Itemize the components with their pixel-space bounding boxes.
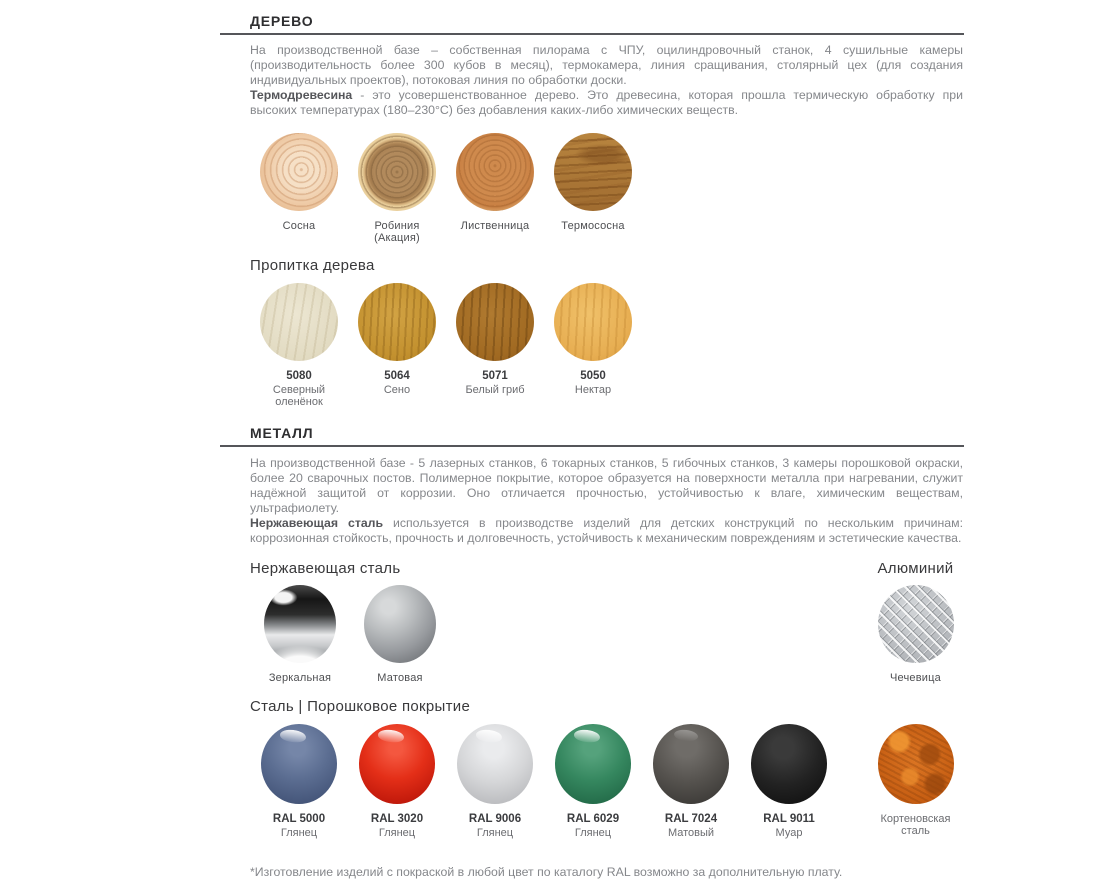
wood-species-row [250,133,963,244]
ral-3020-code: RAL 3020 [370,813,424,825]
stainless-group [250,560,450,684]
impregnation-title: Пропитка дерева [250,257,375,274]
ral-6029-code: RAL 6029 [566,813,620,825]
mirror-steel-label: Зеркальная [268,672,332,684]
metal-paragraph-2 [250,516,963,546]
metal-paragraph-1: На производственной базе - 5 лазерных станков, 6 токарных станков, 5 гибочных станков, 3 камеры порошковой окраски, более 20 сварочных постов. Полимерное покрытие, которое образуется на поверхности металла при нагревании, служит надёжной защитой от коррозии. Оно отличается прочностью, устойчивостью к влаге, химическим веществам, ультрафиолету. [250,456,963,515]
matte-steel-swatch [364,585,436,663]
ral-9011-code: RAL 9011 [763,813,815,825]
stainless-aluminum-row [250,560,963,684]
pine-label: Сосна [282,220,316,232]
aluminum-group [868,560,963,684]
wood-paragraph-2 [250,88,963,118]
ral-5000-code: RAL 5000 [272,813,326,825]
powder-item [642,724,740,839]
thermowood-definition: - это усовершенствованное дерево. Это древесина, которая прошла термическую обработку при высоких температурах (180–230°С) без добавления каких-либо химических веществ. [250,88,963,117]
wood-paragraph-1: На производственной базе – собственная пилорама с ЧПУ, оцилиндровочный станок, 4 сушильные камеры (производительность более 300 кубов в месяц), термокамера, линия сращивания, столярный цех (для создания индивидуальных проектов), потоковая линия по обработки доски. [250,43,963,87]
impregnation-5080-code: 5080 [286,370,312,382]
impregnation-item [544,283,642,408]
impregnation-5064-swatch [358,283,436,361]
impregnation-5080-name: Северный оленёнок [272,384,326,408]
impregnation-5071-name: Белый гриб [465,384,525,396]
stainless-cells [250,585,450,684]
wood-section-title: ДЕРЕВО [250,13,314,29]
aluminum-title: Алюминий [877,560,954,577]
impregnation-5064-name: Сено [383,384,411,396]
ral-9011-finish: Муар [775,827,803,839]
robinia-label: Робиния (Акация) [374,220,420,244]
thermopine-swatch [554,133,632,211]
impregnation-item [446,283,544,408]
ral-7024-code: RAL 7024 [664,813,718,825]
aluminum-item [866,585,966,684]
stainless-item [350,585,450,684]
impregnation-5071-code: 5071 [482,370,508,382]
wood-species-item [544,133,642,244]
powder-item [544,724,642,839]
aluminum-cells [866,585,966,684]
powder-item [740,724,838,839]
pine-swatch [260,133,338,211]
impregnation-5080-swatch [260,283,338,361]
checker-plate-label: Чечевица [890,672,941,684]
powder-item [250,724,348,839]
powder-item [348,724,446,839]
ral-6029-swatch [555,724,631,804]
impregnation-5050-code: 5050 [580,370,606,382]
wood-species-item [250,133,348,244]
impregnation-item [250,283,348,408]
robinia-swatch [358,133,436,211]
ral-3020-finish: Глянец [378,827,416,839]
metal-section-divider [220,445,964,447]
matte-steel-label: Матовая [377,672,423,684]
thermowood-term: Термодревесина [250,88,353,102]
ral-3020-swatch [359,724,435,804]
ral-5000-finish: Глянец [280,827,318,839]
metal-description [250,456,963,546]
wood-section [220,12,964,408]
stainless-title: Нержавеющая сталь [250,560,401,577]
impregnation-5064-code: 5064 [384,370,410,382]
impregnation-5050-swatch [554,283,632,361]
powder-row [250,724,963,839]
thermopine-label: Термососна [561,220,625,232]
wood-species-item [446,133,544,244]
impregnation-5071-swatch [456,283,534,361]
wood-description [250,43,963,118]
catalog-page [220,0,964,880]
impregnation-row [250,283,963,408]
corten-item [868,724,963,837]
ral-9006-code: RAL 9006 [468,813,522,825]
mirror-steel-swatch [264,585,336,663]
ral-9006-swatch [457,724,533,804]
stainless-item [250,585,350,684]
larch-label: Лиственница [460,220,530,232]
powder-title: Сталь | Порошковое покрытие [250,698,471,715]
larch-swatch [456,133,534,211]
corten-swatch [878,724,954,804]
stainless-term: Нержавеющая сталь [250,516,384,530]
corten-label: Кортеновская сталь [880,813,951,837]
impregnation-item [348,283,446,408]
metal-section-title: МЕТАЛЛ [250,425,314,441]
ral-7024-finish: Матовый [667,827,715,839]
ral-footnote: *Изготовление изделий с покраской в любой цвет по каталогу RAL возможно за дополнительную плату. [250,865,843,879]
stainless-definition: используется в производстве изделий для детских конструкций по нескольким причинам: коррозионная стойкость, прочность и долговечность, устойчивость к механическим повреждениям и эстетические качества. [250,516,963,545]
ral-9011-swatch [751,724,827,804]
powder-item [446,724,544,839]
impregnation-5050-name: Нектар [574,384,612,396]
ral-7024-swatch [653,724,729,804]
checker-plate-swatch [878,585,954,663]
wood-species-item [348,133,446,244]
wood-section-divider [220,33,964,35]
ral-5000-swatch [261,724,337,804]
metal-section [220,424,964,880]
ral-9006-finish: Глянец [476,827,514,839]
ral-6029-finish: Глянец [574,827,612,839]
